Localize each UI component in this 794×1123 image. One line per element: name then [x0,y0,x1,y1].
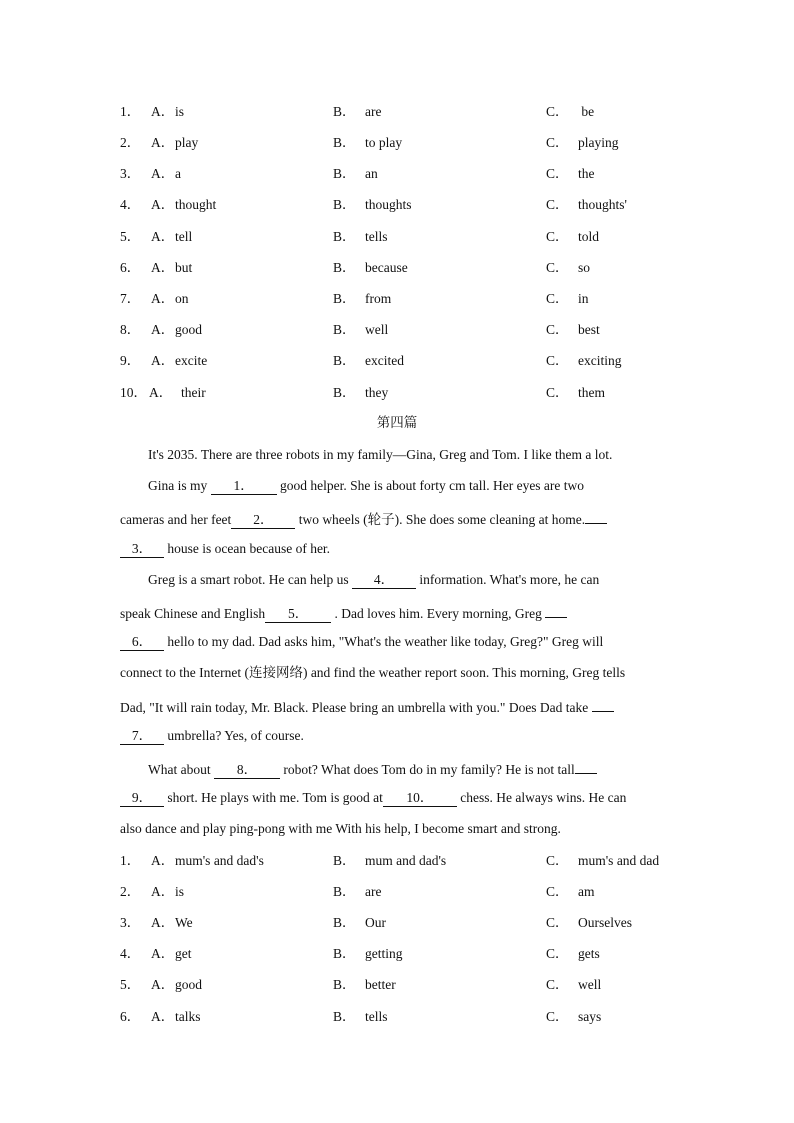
option-letter-a: A． [151,977,175,992]
blank-9-lead [575,757,597,774]
question-number: 9． [120,353,141,368]
option-letter-b: B． [333,197,356,212]
blank-6-lead [545,601,567,618]
passage-line [148,570,599,590]
blank-8[interactable]: 8． [214,762,280,779]
question-number: 6． [120,260,141,275]
question-number: 1． [120,104,141,119]
option-letter-b: B． [333,884,356,899]
passage-title: 第四篇 [376,415,418,431]
question-number: 4． [120,946,141,961]
option-b[interactable]: they [365,385,389,400]
option-a[interactable]: good [175,322,202,337]
option-b[interactable]: are [365,884,382,899]
option-letter-a: A． [151,166,175,181]
passage-line [120,507,607,527]
blank-3[interactable]: 3． [120,541,164,558]
option-letter-b: B． [333,135,356,150]
blank-7-lead [592,695,614,712]
option-row [0,975,794,995]
option-letter-c: C． [546,260,569,275]
option-b[interactable]: because [365,260,408,275]
option-b[interactable]: from [365,291,392,306]
option-a[interactable]: but [175,260,193,275]
option-letter-c: C． [546,322,569,337]
option-c[interactable]: exciting [578,353,622,368]
passage-text: good helper. She is about forty cm tall. Her eyes are two [276,478,585,493]
question-number: 7． [120,291,141,306]
option-c[interactable]: am [578,884,595,899]
passage-text: It's 2035. There are three robots in my family—Gina, Greg and Tom. I like them a lot. [148,447,613,462]
passage-line [120,601,567,621]
passage-text: What about [148,762,214,777]
option-letter-a: A． [151,915,175,930]
option-a[interactable]: play [175,135,199,150]
option-letter-c: C． [546,385,569,400]
blank-9[interactable]: 9． [120,790,164,807]
option-letter-a: A． [151,946,175,961]
option-letter-b: B． [333,353,356,368]
passage-text: cameras and her feet [120,512,232,527]
question-number: 3． [120,915,141,930]
option-b[interactable]: well [365,322,389,337]
option-letter-a: A． [151,197,175,212]
passage-text: robot? What does Tom do in my family? He is not tall [279,762,575,777]
option-row [0,383,794,403]
option-row [0,1007,794,1027]
option-a[interactable]: talks [175,1009,201,1024]
passage-text: connect to the Internet (连接网络) and find the weather report soon. This morning, Greg tells [120,665,626,680]
blank-3-lead [585,507,607,524]
option-letter-c: C． [546,291,569,306]
option-letter-a: A． [151,104,175,119]
option-b[interactable]: Our [365,915,386,930]
option-letter-a: A． [151,135,175,150]
option-a[interactable]: their [181,385,206,400]
option-row [0,882,794,902]
option-letter-a: A． [151,884,175,899]
option-letter-a: A． [151,353,175,368]
option-letter-b: B． [333,385,356,400]
option-a[interactable]: is [175,884,185,899]
option-letter-c: C． [546,946,569,961]
option-row [0,227,794,247]
question-number: 2． [120,884,141,899]
option-row [0,851,794,871]
option-a[interactable]: thought [175,197,217,212]
passage-text: . Dad loves him. Every morning, Greg [331,606,546,621]
question-number: 1． [120,853,141,868]
option-c[interactable]: best [578,322,600,337]
option-letter-c: C． [546,229,569,244]
option-letter-b: B． [333,946,356,961]
passage-text: umbrella? Yes, of course. [164,728,304,743]
option-b[interactable]: tells [365,229,388,244]
passage-text: two wheels (轮子). She does some cleaning at home. [295,512,586,527]
option-a[interactable]: on [175,291,189,306]
passage-text: Gina is my [148,478,211,493]
option-letter-a: A． [151,1009,175,1024]
option-row [0,102,794,122]
option-row [0,195,794,215]
blank-1[interactable]: 1． [211,478,277,495]
option-c[interactable]: well [578,977,602,992]
option-c[interactable]: mum's and dad [578,853,660,868]
option-a[interactable]: tell [175,229,193,244]
option-row [0,258,794,278]
option-b[interactable]: getting [365,946,403,961]
passage-line [120,539,330,559]
passage-text: short. He plays with me. Tom is good at [164,790,383,805]
option-letter-b: B． [333,260,356,275]
option-c[interactable]: the [578,166,595,181]
option-letter-a: A． [151,260,175,275]
option-b[interactable]: better [365,977,396,992]
option-letter-b: B． [333,104,356,119]
option-letter-b: B． [333,322,356,337]
option-a[interactable]: get [175,946,192,961]
option-letter-b: B． [333,915,356,930]
option-a[interactable]: is [175,104,185,119]
option-c[interactable]: thoughts' [578,197,627,212]
blank-2[interactable]: 2． [231,512,295,529]
option-b[interactable]: to play [365,135,403,150]
blank-4[interactable]: 4． [352,572,416,589]
passage-text: Greg is a smart robot. He can help us [148,572,352,587]
option-letter-c: C． [546,1009,569,1024]
question-number: 3． [120,166,141,181]
option-b[interactable]: thoughts [365,197,412,212]
option-b[interactable]: excited [365,353,404,368]
option-letter-c: C． [546,135,569,150]
option-letter-c: C． [546,197,569,212]
passage-text: information. What's more, he can [415,572,600,587]
option-letter-b: B． [333,977,356,992]
blank-7[interactable]: 7． [120,728,164,745]
option-letter-c: C． [546,915,569,930]
question-number: 10． [120,385,147,400]
passage-text: speak Chinese and English [120,606,266,621]
option-b[interactable]: mum and dad's [365,853,447,868]
option-letter-b: B． [333,291,356,306]
option-c[interactable]: gets [578,946,600,961]
passage-line [120,788,626,808]
option-letter-c: C． [546,884,569,899]
option-letter-a: A． [151,853,175,868]
option-letter-a: A． [149,385,173,400]
passage-text: also dance and play ping-pong with me With his help, I become smart and strong. [120,821,561,836]
passage-line [148,445,612,465]
option-row [0,944,794,964]
option-letter-b: B． [333,166,356,181]
option-c[interactable]: says [578,1009,602,1024]
option-letter-a: A． [151,322,175,337]
option-row [0,133,794,153]
option-c[interactable]: so [578,260,591,275]
option-a[interactable]: mum's and dad's [175,853,264,868]
option-row [0,913,794,933]
option-a[interactable]: good [175,977,202,992]
option-a[interactable]: We [175,915,193,930]
option-b[interactable]: are [365,104,382,119]
option-b[interactable]: an [365,166,378,181]
passage-line [120,695,614,715]
question-number: 8． [120,322,141,337]
option-c[interactable]: playing [578,135,619,150]
option-c[interactable]: told [578,229,600,244]
option-letter-c: C． [546,166,569,181]
passage-text: house is ocean because of her. [164,541,331,556]
question-number: 5． [120,229,141,244]
passage-line [148,476,584,496]
passage-text: chess. He always wins. He can [456,790,627,805]
option-letter-c: C． [546,104,569,119]
question-number: 4． [120,197,141,212]
blank-6[interactable]: 6． [120,634,164,651]
option-letter-a: A． [151,229,175,244]
option-row [0,320,794,340]
option-c[interactable]: be [578,104,595,119]
option-row [0,289,794,309]
option-letter-c: C． [546,353,569,368]
blank-5[interactable]: 5． [265,606,331,623]
option-a[interactable]: a [175,166,181,181]
option-letter-c: C． [546,977,569,992]
passage-text: Dad, "It will rain today, Mr. Black. Please bring an umbrella with you." Does Dad take [120,700,592,715]
passage-line [120,632,603,652]
option-letter-a: A． [151,291,175,306]
option-letter-b: B． [333,229,356,244]
question-number: 2． [120,135,141,150]
option-row [0,164,794,184]
question-number: 6． [120,1009,141,1024]
option-c[interactable]: Ourselves [578,915,632,930]
blank-10[interactable]: 10． [383,790,457,807]
option-a[interactable]: excite [175,353,208,368]
option-letter-b: B． [333,1009,356,1024]
option-letter-c: C． [546,853,569,868]
passage-line [120,819,561,839]
option-letter-b: B． [333,853,356,868]
passage-line [120,663,625,683]
option-b[interactable]: tells [365,1009,388,1024]
option-c[interactable]: them [578,385,605,400]
passage-text: hello to my dad. Dad asks him, "What's the weather like today, Greg?" Greg will [164,634,604,649]
question-number: 5． [120,977,141,992]
passage-line [148,757,597,777]
passage-line [120,726,304,746]
option-row [0,351,794,371]
option-c[interactable]: in [578,291,589,306]
